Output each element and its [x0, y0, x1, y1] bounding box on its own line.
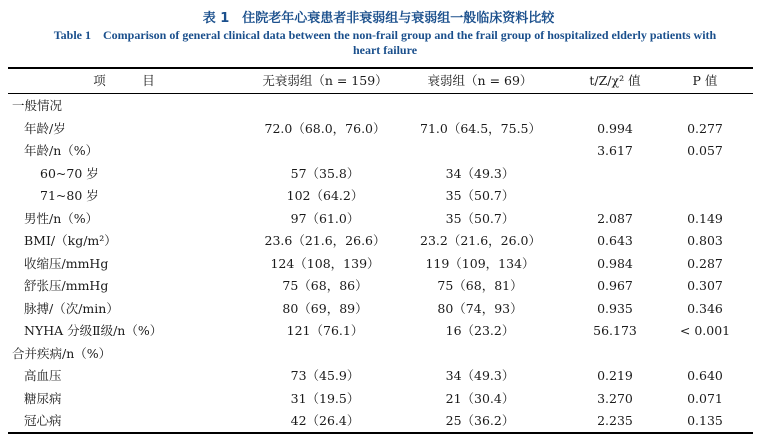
frail-value: 80（74，93） [437, 300, 523, 316]
header-rule [8, 93, 753, 94]
row-label: 71~80 岁 [40, 188, 99, 203]
p-value: 0.287 [687, 255, 723, 271]
frail-value: 119（109，134） [425, 255, 535, 271]
test-statistic-value: 0.994 [597, 120, 633, 136]
frail-value: 71.0（64.5，75.5） [420, 120, 541, 136]
test-statistic-value: 0.643 [597, 233, 633, 248]
nonfrail-value: 121（76.1） [286, 323, 364, 338]
p-value: 0.803 [687, 233, 723, 248]
frail-value [420, 95, 540, 117]
test-statistic-value: 2.235 [597, 413, 633, 428]
test-statistic-value: 3.617 [597, 143, 633, 158]
frail-value: 16（23.2） [445, 323, 515, 338]
p-value: 0.149 [687, 210, 723, 226]
nonfrail-value: 31（19.5） [290, 390, 360, 406]
header-test-statistic: t/Z/χ² 值 [589, 73, 641, 88]
p-value [670, 163, 740, 185]
frail-value [420, 140, 540, 162]
p-value: < 0.001 [679, 323, 731, 338]
row-label: 舒张压/mmHg [24, 278, 109, 293]
table-row [0, 230, 757, 252]
p-value: 0.346 [687, 300, 723, 316]
test-statistic-value [575, 95, 655, 117]
section-row [0, 343, 757, 365]
frail-value: 25（36.2） [445, 413, 515, 428]
nonfrail-value: 80（69，89） [282, 300, 368, 316]
test-statistic-value [575, 343, 655, 365]
frail-value: 23.2（21.6，26.0） [420, 233, 541, 248]
p-value: 0.135 [687, 413, 723, 428]
header-p-value: P 值 [692, 73, 718, 88]
row-label: 冠心病 [24, 413, 62, 428]
nonfrail-value: 72.0（68.0，76.0） [264, 120, 386, 136]
row-label: BMI/（kg/m²） [24, 233, 117, 248]
table-row [0, 163, 757, 185]
table-header-row [0, 70, 757, 92]
nonfrail-value [240, 140, 410, 162]
p-value [670, 95, 740, 117]
table-row [0, 410, 757, 432]
test-statistic-value [575, 163, 655, 185]
row-label: 合并疾病/n（%） [12, 345, 112, 361]
test-statistic-value [575, 185, 655, 207]
row-label: 糖尿病 [24, 390, 62, 406]
nonfrail-value: 73（45.9） [290, 368, 360, 383]
table-row [0, 298, 757, 320]
frail-value: 35（50.7） [445, 188, 515, 203]
test-statistic-value: 0.935 [597, 300, 633, 316]
table-row [0, 185, 757, 207]
table-row [0, 118, 757, 140]
row-label: 年龄/n（%） [24, 143, 99, 158]
table-row [0, 275, 757, 297]
table-title-english: Table 1 Comparison of general clinical data between the non-frail group and the frail group of hospitalized elderly patients with heart failure [53, 28, 717, 57]
frail-value [420, 343, 540, 365]
nonfrail-value: 97（61.0） [290, 210, 360, 226]
row-label: NYHA 分级Ⅱ级/n（%） [24, 323, 163, 338]
header-frail-group: 衰弱组（n = 69） [427, 73, 533, 88]
row-label: 男性/n（%） [24, 210, 99, 226]
p-value: 0.057 [687, 143, 723, 158]
test-statistic-value: 56.173 [593, 323, 637, 338]
test-statistic-value: 0.219 [597, 368, 633, 383]
p-value [670, 343, 740, 365]
p-value: 0.071 [687, 390, 723, 406]
table-row [0, 253, 757, 275]
nonfrail-value [240, 343, 410, 365]
row-label: 收缩压/mmHg [24, 255, 109, 271]
frail-value: 34（49.3） [445, 368, 515, 383]
nonfrail-value [240, 95, 410, 117]
row-label: 脉搏/（次/min） [24, 300, 119, 316]
header-item: 项 目 [93, 73, 167, 88]
test-statistic-value: 0.984 [597, 255, 633, 271]
nonfrail-value: 124（108，139） [270, 255, 380, 271]
p-value: 0.640 [687, 368, 723, 383]
nonfrail-value: 102（64.2） [286, 188, 364, 203]
table-row [0, 388, 757, 410]
test-statistic-value: 2.087 [597, 210, 633, 226]
row-label: 高血压 [24, 368, 62, 383]
nonfrail-value: 42（26.4） [290, 413, 360, 428]
frail-value: 21（30.4） [445, 390, 515, 406]
p-value: 0.307 [687, 278, 723, 293]
table-row [0, 140, 757, 162]
section-row [0, 95, 757, 117]
table-row [0, 208, 757, 230]
nonfrail-value: 75（68，86） [282, 278, 368, 293]
table-title-chinese: 表 1 住院老年心衰患者非衰弱组与衰弱组一般临床资料比较 [202, 11, 555, 26]
header-nonfrail-group: 无衰弱组（n = 159） [262, 73, 388, 88]
frail-value: 75（68，81） [437, 278, 523, 293]
row-label: 年龄/岁 [24, 120, 66, 136]
row-label: 60~70 岁 [40, 165, 99, 181]
row-label: 一般情况 [12, 98, 63, 113]
nonfrail-value: 57（35.8） [290, 165, 360, 181]
frail-value: 34（49.3） [445, 165, 515, 181]
p-value [670, 185, 740, 207]
table-row [0, 365, 757, 387]
p-value: 0.277 [687, 120, 723, 136]
test-statistic-value: 0.967 [597, 278, 633, 293]
frail-value: 35（50.7） [445, 210, 515, 226]
table-row [0, 320, 757, 342]
nonfrail-value: 23.6（21.6，26.6） [264, 233, 386, 248]
test-statistic-value: 3.270 [597, 390, 633, 406]
top-rule [8, 67, 753, 69]
